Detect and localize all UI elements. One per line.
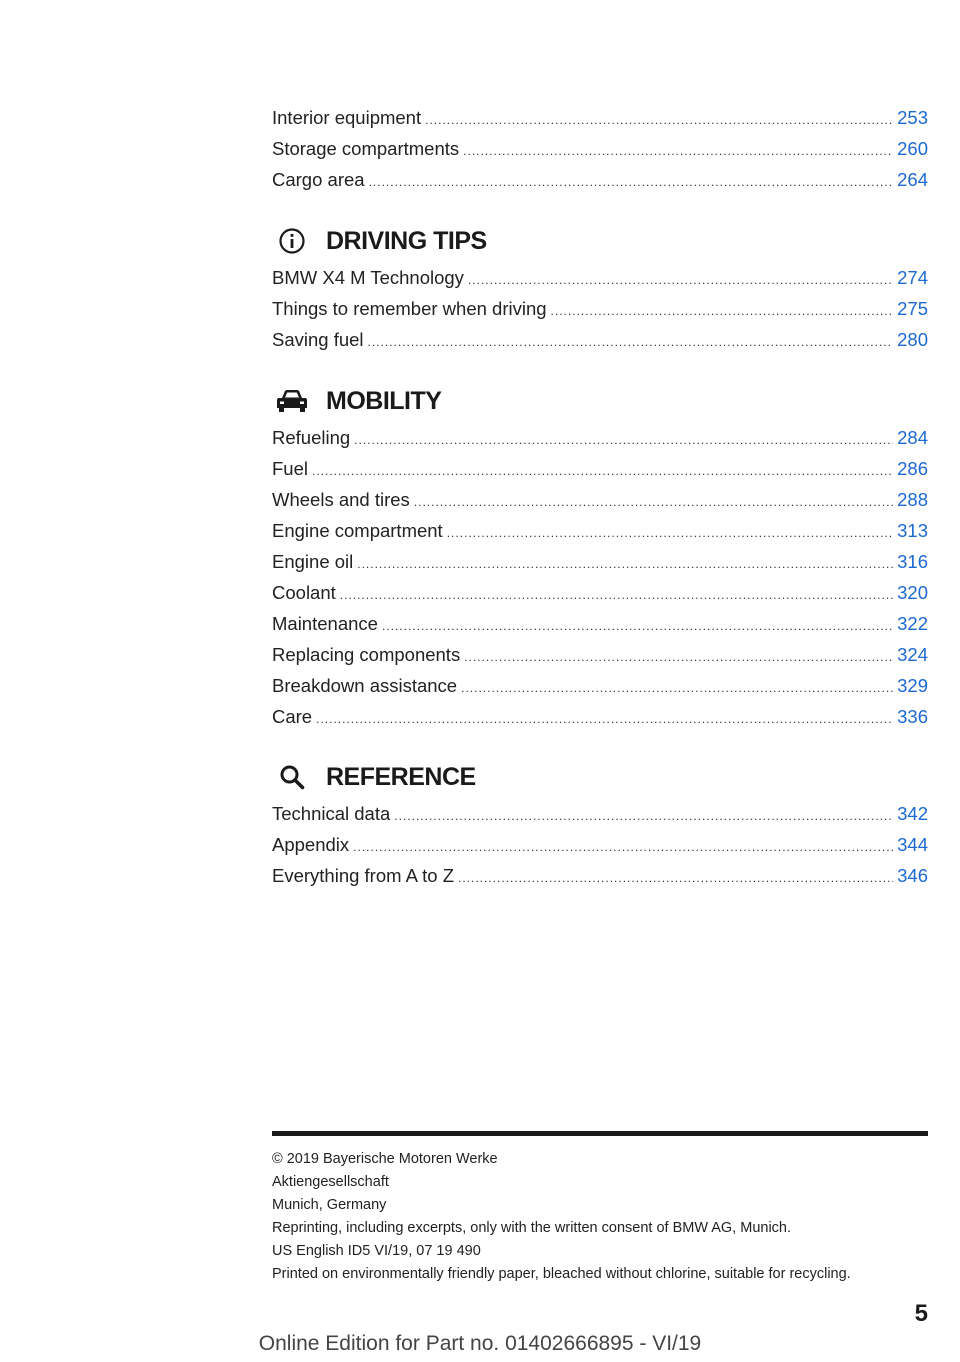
imprint-line: © 2019 Bayerische Motoren Werke xyxy=(272,1151,498,1167)
toc-entry-label: Fuel xyxy=(272,458,308,479)
dot-leader xyxy=(316,704,893,735)
toc-entry-label: Care xyxy=(272,706,313,727)
toc-entry-label: BMW X4 M Technology xyxy=(272,267,464,288)
section-title: DRIVING TIPS xyxy=(326,226,487,255)
dot-leader xyxy=(447,518,893,549)
toc-page-link[interactable]: 324 xyxy=(897,644,928,665)
dot-leader xyxy=(357,549,893,580)
toc-entry-interior-equipment[interactable] xyxy=(272,102,928,133)
toc-entry-label: Everything from A to Z xyxy=(272,865,454,886)
toc-page-link[interactable]: 316 xyxy=(897,551,928,572)
dot-leader xyxy=(382,611,893,642)
dot-leader xyxy=(340,580,893,611)
toc-entry-refueling[interactable] xyxy=(272,422,928,453)
dot-leader xyxy=(312,456,893,487)
toc-entry-label: Engine oil xyxy=(272,551,354,572)
toc-page-link[interactable]: 274 xyxy=(897,267,928,288)
toc-entry-label: Wheels and tires xyxy=(272,489,410,510)
toc-entry-technical-data[interactable] xyxy=(272,798,928,829)
search-icon xyxy=(272,757,312,797)
toc-page-link[interactable]: 284 xyxy=(897,427,928,448)
toc-page-link[interactable]: 260 xyxy=(897,138,928,159)
toc-page-link[interactable]: 346 xyxy=(897,865,928,886)
dot-leader xyxy=(461,673,893,704)
dot-leader xyxy=(368,327,894,358)
toc-page-link[interactable]: 313 xyxy=(897,520,928,541)
toc-entry-replacing-components[interactable] xyxy=(272,639,928,670)
toc-list-mobility xyxy=(272,422,928,732)
imprint-line: Reprinting, including excerpts, only with the written consent of BMW AG, Munich. xyxy=(272,1220,792,1236)
toc-page-link[interactable]: 320 xyxy=(897,582,928,603)
imprint-line: Printed on environmentally friendly paper, bleached without chlorine, suitable for recycling. xyxy=(272,1266,851,1282)
toc-entry-label: Technical data xyxy=(272,803,391,824)
toc-page-link[interactable]: 286 xyxy=(897,458,928,479)
dot-leader xyxy=(464,642,893,673)
toc-entry-coolant[interactable] xyxy=(272,577,928,608)
imprint-line: US English ID5 VI/19, 07 19 490 xyxy=(272,1243,481,1259)
section-title: MOBILITY xyxy=(326,386,442,415)
dot-leader xyxy=(394,801,893,832)
toc-entry-care[interactable] xyxy=(272,701,928,732)
toc-entry-maintenance[interactable] xyxy=(272,608,928,639)
info-icon xyxy=(272,221,312,261)
toc-entry-everything-a-to-z[interactable] xyxy=(272,860,928,891)
toc-entry-label: Things to remember when driving xyxy=(272,298,547,319)
toc-page-link[interactable]: 288 xyxy=(897,489,928,510)
toc-entry-breakdown-assistance[interactable] xyxy=(272,670,928,701)
dot-leader xyxy=(414,487,893,518)
dot-leader xyxy=(463,136,893,167)
toc-page-link[interactable]: 264 xyxy=(897,169,928,190)
toc-entry-fuel[interactable] xyxy=(272,453,928,484)
toc-entry-engine-compartment[interactable] xyxy=(272,515,928,546)
section-title: REFERENCE xyxy=(326,762,476,791)
toc-entry-appendix[interactable] xyxy=(272,829,928,860)
toc-entry-bmw-x4-m-technology[interactable] xyxy=(272,262,928,293)
toc-entry-label: Coolant xyxy=(272,582,336,603)
toc-entry-label: Replacing components xyxy=(272,644,461,665)
toc-page-link[interactable]: 344 xyxy=(897,834,928,855)
toc-entry-saving-fuel[interactable] xyxy=(272,324,928,355)
toc-page-link[interactable]: 275 xyxy=(897,298,928,319)
dot-leader xyxy=(468,265,893,296)
toc-entry-things-to-remember[interactable] xyxy=(272,293,928,324)
toc-page-link[interactable]: 322 xyxy=(897,613,928,634)
dot-leader xyxy=(354,425,893,456)
toc-page-link[interactable]: 280 xyxy=(897,329,928,350)
toc-list-top xyxy=(272,102,928,195)
toc-entry-label: Refueling xyxy=(272,427,351,448)
toc-page-link[interactable]: 336 xyxy=(897,706,928,727)
dot-leader xyxy=(369,167,894,198)
online-edition-footer: Online Edition for Part no. 01402666895 - VI/19 xyxy=(258,1332,702,1355)
toc-entry-label: Cargo area xyxy=(272,169,365,190)
section-heading-driving-tips xyxy=(272,221,928,261)
toc-entry-wheels-and-tires[interactable] xyxy=(272,484,928,515)
section-heading-mobility xyxy=(272,381,928,421)
imprint-divider xyxy=(272,1131,928,1136)
dot-leader xyxy=(353,832,893,863)
toc-entry-engine-oil[interactable] xyxy=(272,546,928,577)
car-icon xyxy=(272,381,312,421)
toc-entry-label: Saving fuel xyxy=(272,329,364,350)
toc-entry-label: Interior equipment xyxy=(272,107,422,128)
toc-page-link[interactable]: 329 xyxy=(897,675,928,696)
toc-page-link[interactable]: 342 xyxy=(897,803,928,824)
toc-entry-label: Storage compartments xyxy=(272,138,460,159)
dot-leader xyxy=(458,863,893,894)
imprint-line: Munich, Germany xyxy=(272,1197,387,1213)
toc-list-driving-tips xyxy=(272,262,928,355)
toc-list-reference xyxy=(272,798,928,891)
dot-leader xyxy=(551,296,894,327)
page-number: 5 xyxy=(914,1300,928,1327)
toc-entry-cargo-area[interactable] xyxy=(272,164,928,195)
toc-entry-storage-compartments[interactable] xyxy=(272,133,928,164)
imprint-line: Aktiengesellschaft xyxy=(272,1174,389,1190)
toc-page-link[interactable]: 253 xyxy=(897,107,928,128)
toc-entry-label: Breakdown assistance xyxy=(272,675,458,696)
toc-entry-label: Appendix xyxy=(272,834,350,855)
dot-leader xyxy=(425,105,893,136)
imprint-block xyxy=(272,1148,928,1286)
toc-entry-label: Engine compartment xyxy=(272,520,443,541)
section-heading-reference xyxy=(272,757,928,797)
toc-entry-label: Maintenance xyxy=(272,613,378,634)
